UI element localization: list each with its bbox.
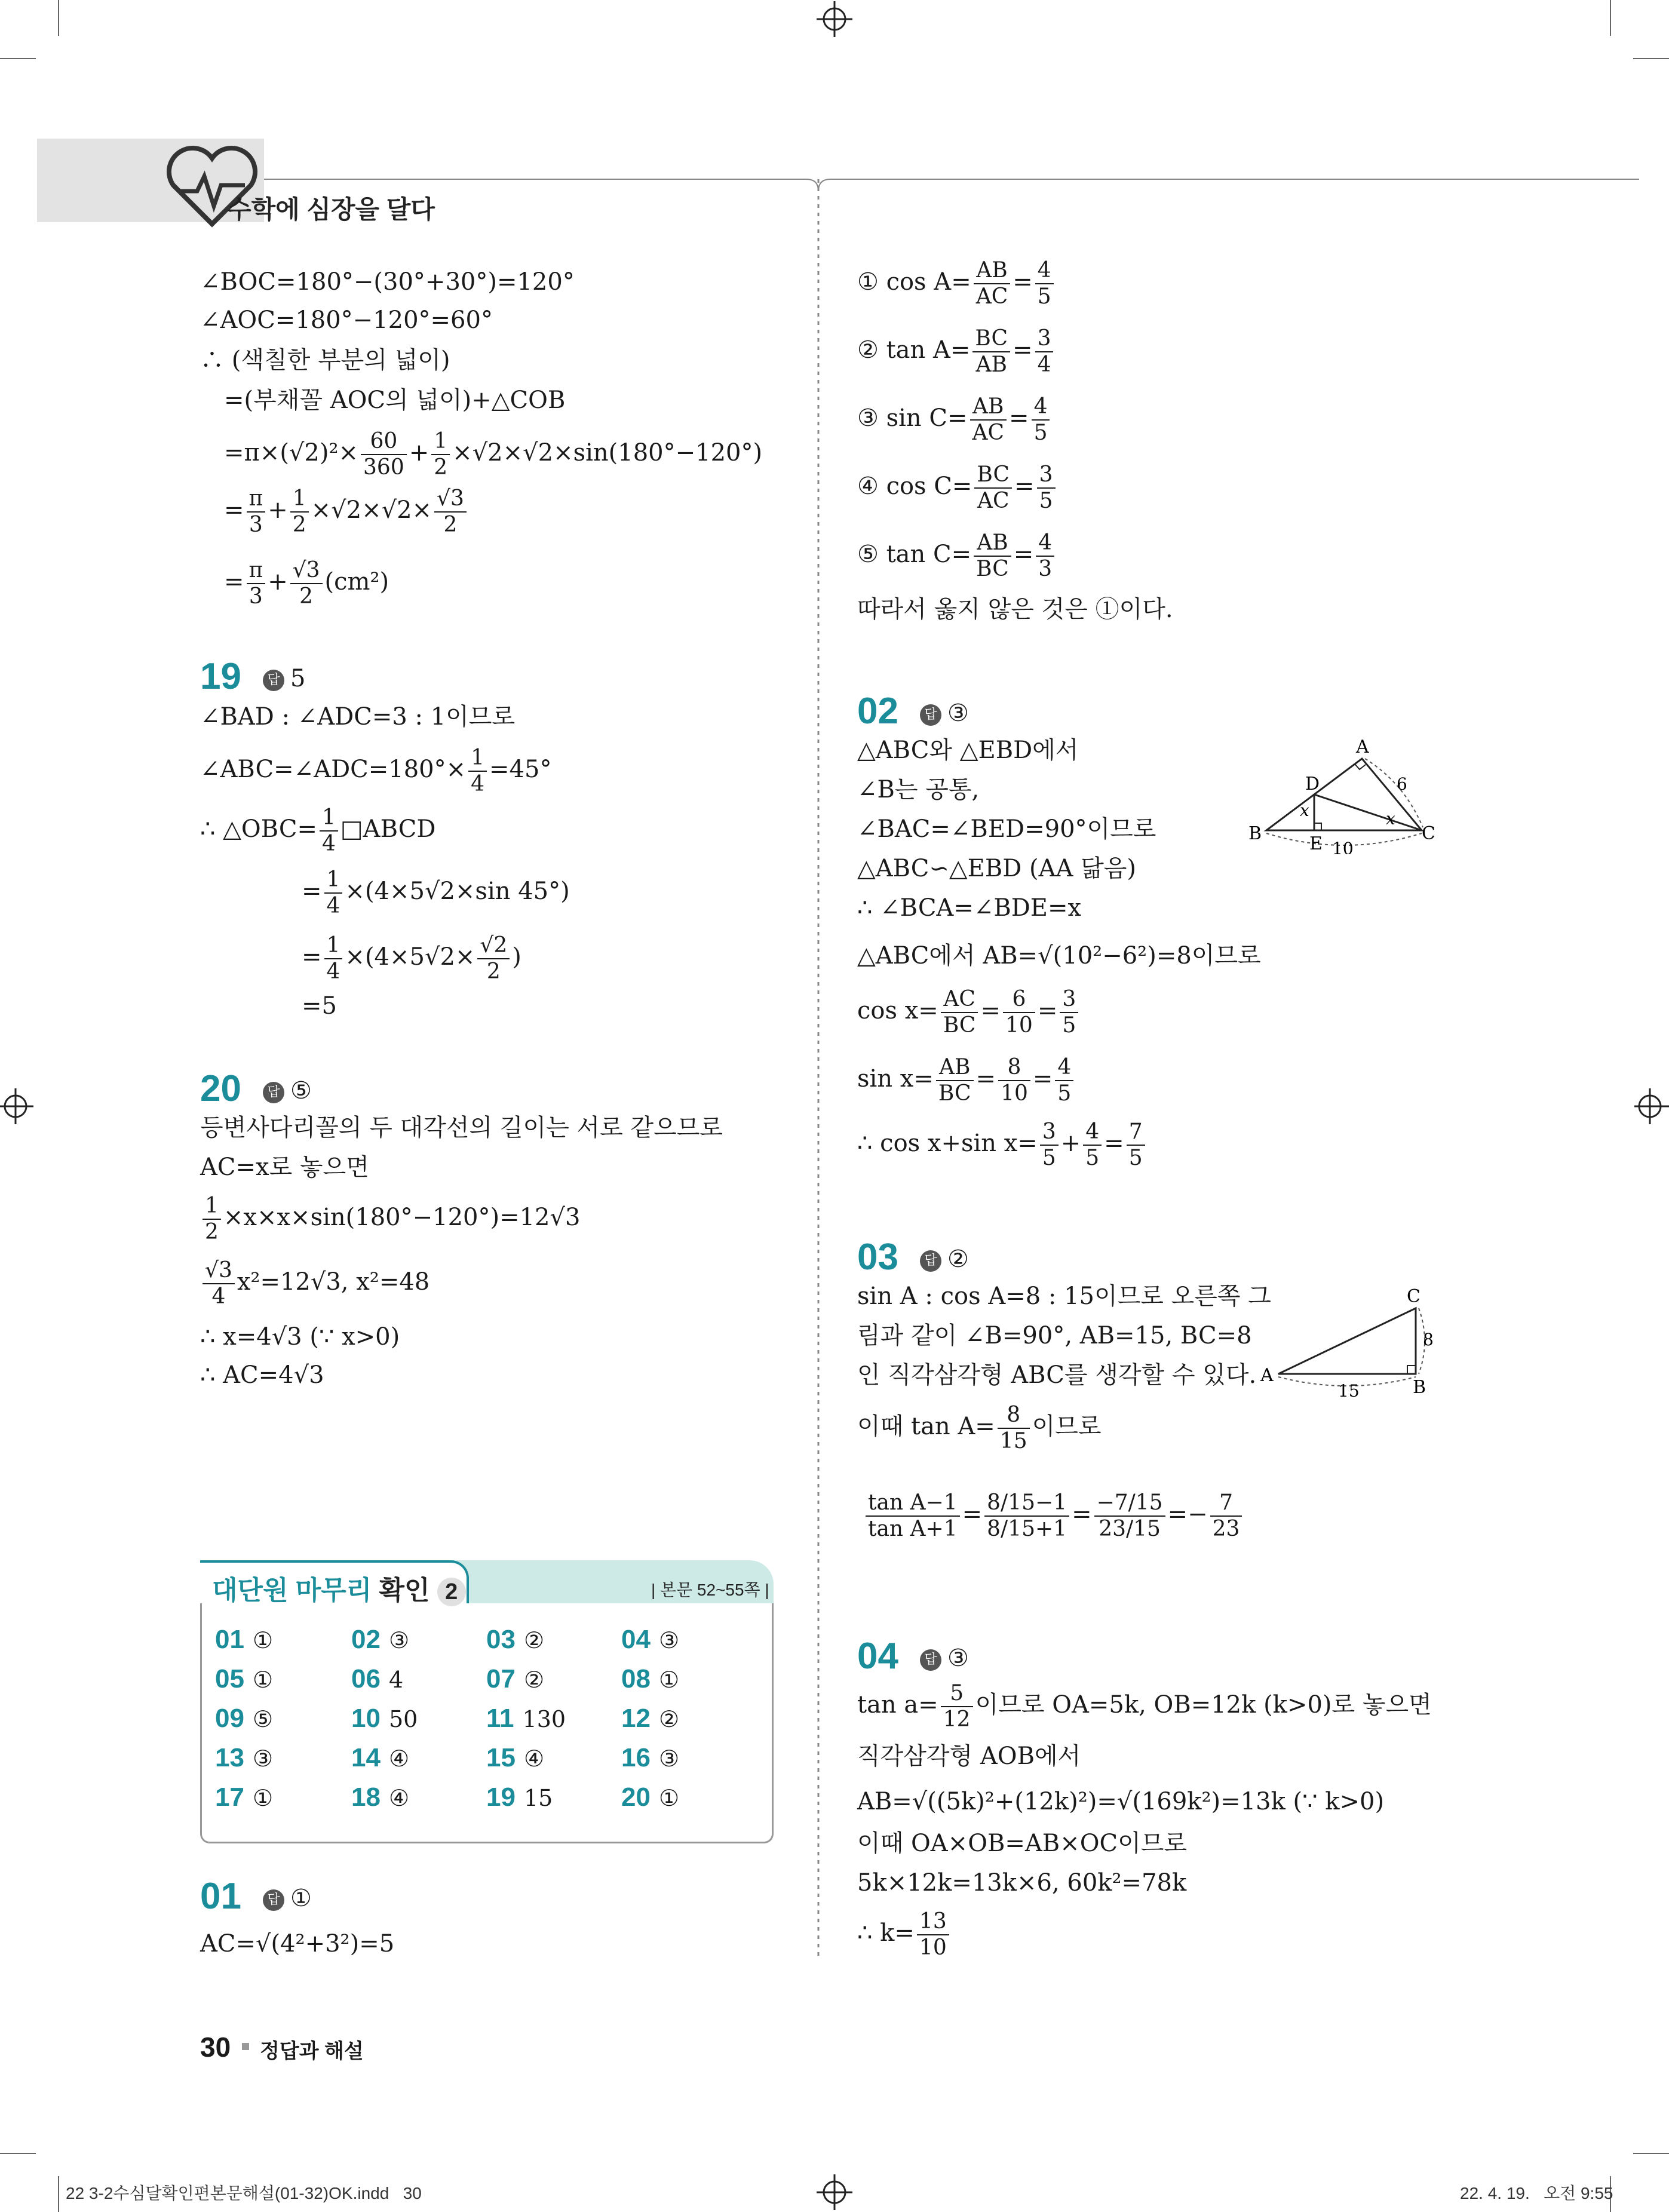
formula-line: ⑤ tan C= $\frac{AB}{BC}$ = $\frac{4}{3}$ (857, 529, 1057, 582)
review-answer-cell (486, 1664, 544, 1694)
review-answer-cell (486, 1743, 544, 1773)
review-answer-cell (486, 1625, 544, 1655)
formula-line: $\frac{1}{2}$ ×x×x×sin(180°−120°)=12√3 (200, 1192, 580, 1245)
text-line: ∠BAC=∠BED=90°이므로 (857, 815, 1156, 843)
formula-line: ④ cos C= $\frac{BC}{AC}$ = $\frac{3}{5}$ (857, 461, 1058, 514)
label-C: C (1407, 1286, 1421, 1307)
review-answer-cell (486, 1704, 566, 1734)
formula-line: ∴ cos x+sin x= $\frac{3}{5}$ + $\frac{4}{5}$ = $\frac{7}{5}$ (857, 1118, 1148, 1171)
answer: 답 ② (920, 1244, 969, 1275)
answer: 답 ⑤ (263, 1075, 312, 1106)
footer-filename: 22 3-2수심달확인편본문해설(01-32)OK.indd 30 (66, 2184, 422, 2202)
label-8: 8 (1423, 1330, 1434, 1349)
answer: 답 ① (263, 1883, 312, 1914)
text-line: ∴ ∠BCA=∠BDE=x (857, 894, 1082, 922)
review-answer: ① (252, 1627, 274, 1653)
footer-date: 22. 4. 19. 오전 9:55 (1460, 2184, 1613, 2202)
text-line: 림과 같이 ∠B=90°, AB=15, BC=8 (857, 1322, 1252, 1349)
review-page-ref: | 본문 52~55쪽 | (651, 1581, 769, 1599)
review-title: 대단원 마무리 확인 2 (212, 1569, 466, 1607)
review-answer-cell (215, 1664, 273, 1694)
text-line: =5 (302, 992, 337, 1020)
registration-mark-top (817, 1, 852, 37)
review-answer: 50 (388, 1706, 418, 1732)
review-answer-cell (351, 1625, 409, 1655)
review-question-number: 08 (621, 1664, 651, 1693)
label-D: D (1305, 774, 1320, 794)
text-line: AB=√((5k)²+(12k)²)=√(169k²)=13k (∵ k>0) (857, 1788, 1385, 1815)
review-answer: ③ (658, 1745, 680, 1772)
review-question-number: 04 (621, 1625, 651, 1654)
question-number: 20 (200, 1068, 241, 1109)
review-answer-cell (621, 1625, 679, 1655)
review-answer-cell (351, 1704, 418, 1734)
review-answer: ② (658, 1706, 680, 1732)
answer: 답 ③ (920, 698, 969, 729)
text-line: ∴ AC=4√3 (200, 1361, 324, 1389)
question-number: 01 (200, 1876, 241, 1917)
text-line: ∠B는 공통, (857, 776, 980, 803)
question-number: 04 (857, 1636, 898, 1677)
triangle-figure-02 (1242, 735, 1440, 854)
formula-line: $\frac{√3}{4}$ x²=12√3, x²=48 (200, 1257, 429, 1309)
registration-mark-left (0, 1088, 33, 1124)
formula-line: ∠ABC=∠ADC=180°× $\frac{1}{4}$ =45° (200, 745, 552, 796)
header-logo-text: 수학에 심장을 달다 (227, 195, 435, 223)
review-answer-cell (621, 1664, 679, 1694)
review-question-number: 11 (486, 1704, 514, 1733)
text-line: 따라서 옳지 않은 것은 ①이다. (857, 596, 1173, 623)
formula-line: 이때 tan A= $\frac{8}{15}$ 이므로 (857, 1403, 1102, 1453)
text-line: sin A : cos A=8 : 15이므로 오른쪽 그 (857, 1283, 1271, 1310)
label-A: A (1260, 1365, 1274, 1386)
text-line: 인 직각삼각형 ABC를 생각할 수 있다. (857, 1361, 1257, 1389)
review-question-number: 19 (486, 1783, 516, 1812)
review-question-number: 02 (351, 1625, 381, 1654)
review-question-number: 13 (215, 1743, 244, 1772)
review-answer: ① (252, 1667, 274, 1693)
review-answer: ② (523, 1667, 545, 1693)
text-line: AC=√(4²+3²)=5 (200, 1930, 395, 1958)
review-question-number: 05 (215, 1664, 244, 1693)
review-question-number: 07 (486, 1664, 516, 1693)
text-line: △ABC에서 AB=√(10²−6²)=8이므로 (857, 942, 1261, 970)
text-line: ∠AOC=180°−120°=60° (200, 306, 493, 334)
formula-line: =π×(√2)²× $\frac{60}{360}$ + $\frac{1}{2}$ ×√2×√2×sin(180°−120°) (224, 429, 763, 480)
formula-line: tan a= $\frac{5}{12}$ 이므로 OA=5k, OB=12k (k>0)로 놓으면 (857, 1681, 1432, 1732)
text-line: ∴ (색칠한 부분의 넓이) (200, 346, 450, 374)
review-question-number: 06 (351, 1664, 381, 1693)
review-answer: ② (523, 1627, 545, 1653)
review-answer-cell (621, 1704, 679, 1734)
text-line: ∴ x=4√3 (∵ x>0) (200, 1323, 400, 1351)
question-number: 19 (200, 656, 241, 697)
text-line: 5k×12k=13k×6, 60k²=78k (857, 1869, 1187, 1897)
footer-bullet (242, 2043, 249, 2050)
review-question-number: 18 (351, 1783, 381, 1812)
formula-line: = $\frac{1}{4}$ ×(4×5√2×sin 45°) (302, 867, 570, 918)
review-answer: ③ (658, 1627, 680, 1653)
review-answer: ④ (523, 1745, 545, 1772)
review-question-number: 01 (215, 1625, 244, 1654)
review-answer-cell (486, 1783, 553, 1812)
formula-line: $\frac{\text{tan A−1}}{\text{tan A+1}}$ = $\frac{8/15-1}{8/15+1}$ = $\frac{-7/15}{23/15}$ =− $\frac{7}{23}$ (863, 1469, 1244, 1559)
review-answer: 130 (522, 1706, 566, 1732)
formula-line: ③ sin C= $\frac{AB}{AC}$ = $\frac{4}{5}$ (857, 393, 1052, 446)
formula-line: = $\frac{\pi}{3}$ + $\frac{√3}{2}$ (cm²) (224, 558, 389, 609)
review-answer: ④ (388, 1745, 410, 1772)
label-x2: x (1386, 809, 1395, 829)
review-question-number: 10 (351, 1704, 381, 1733)
review-question-number: 17 (215, 1783, 244, 1812)
review-question-number: 03 (486, 1625, 516, 1654)
label-10: 10 (1332, 839, 1354, 854)
review-question-number: 16 (621, 1743, 651, 1772)
text-line: =(부채꼴 AOC의 넓이)+△COB (224, 386, 566, 414)
formula-line: cos x= $\frac{AC}{BC}$ = $\frac{6}{10}$ = $\frac{3}{5}$ (857, 986, 1081, 1038)
formula-line: ∴ k= $\frac{13}{10}$ (857, 1908, 952, 1961)
review-answer: ④ (388, 1785, 410, 1811)
formula-line: = $\frac{1}{4}$ ×(4×5√2× $\frac{√2}{2}$ ) (302, 933, 521, 984)
formula-line: = $\frac{\pi}{3}$ + $\frac{1}{2}$ ×√2×√2× $\frac{√3}{2}$ (224, 485, 469, 538)
label-B: B (1248, 823, 1262, 844)
review-answer: 15 (523, 1785, 553, 1811)
answer: 답 ③ (920, 1643, 969, 1674)
formula-line: ① cos A= $\frac{AB}{AC}$ = $\frac{4}{5}$ (857, 257, 1056, 309)
review-answer-cell (351, 1743, 409, 1773)
text-line: △ABC와 △EBD에서 (857, 737, 1079, 764)
triangle-figure-03 (1254, 1278, 1446, 1404)
formula-line: ② tan A= $\frac{BC}{AB}$ = $\frac{3}{4}$ (857, 325, 1056, 378)
text-line: 등변사다리꼴의 두 대각선의 길이는 서로 같으므로 (200, 1114, 723, 1142)
review-answer: ① (658, 1667, 680, 1693)
review-answer: ③ (252, 1745, 274, 1772)
review-question-number: 14 (351, 1743, 381, 1772)
question-number: 03 (857, 1237, 898, 1278)
review-question-number: 20 (621, 1783, 651, 1812)
label-15: 15 (1338, 1381, 1360, 1401)
review-answer-cell (621, 1743, 679, 1773)
page-number: 30 (200, 2032, 231, 2063)
review-answer: 4 (388, 1667, 404, 1693)
answer: 답 5 (263, 663, 305, 694)
review-answer-cell (215, 1783, 273, 1812)
review-answer-cell (351, 1664, 403, 1694)
footer-title: 정답과 해설 (260, 2040, 364, 2063)
review-answer-cell (215, 1743, 273, 1773)
text-line: ∠BAD : ∠ADC=3 : 1이므로 (200, 703, 516, 731)
registration-mark-right (1634, 1088, 1669, 1124)
label-E: E (1309, 833, 1323, 854)
text-line: AC=x로 놓으면 (200, 1153, 369, 1181)
text-line: ∠BOC=180°−(30°+30°)=120° (200, 268, 575, 296)
formula-line: ∴ △OBC= $\frac{1}{4}$ □ABCD (200, 805, 436, 856)
text-line: 이때 OA×OB=AB×OC이므로 (857, 1830, 1188, 1857)
label-A: A (1356, 737, 1369, 757)
review-answer-cell (215, 1704, 273, 1734)
review-answer-cell (215, 1625, 273, 1655)
label-C: C (1422, 823, 1435, 844)
question-number: 02 (857, 691, 898, 732)
text-line: △ABC∽△EBD (AA 닮음) (857, 855, 1137, 882)
review-answer: ⑤ (252, 1706, 274, 1732)
review-answer: ① (252, 1785, 274, 1811)
review-answer-cell (351, 1783, 409, 1812)
label-B: B (1413, 1377, 1426, 1398)
review-answer-cell (621, 1783, 679, 1812)
review-question-number: 12 (621, 1704, 651, 1733)
label-x1: x (1300, 800, 1309, 820)
review-question-number: 15 (486, 1743, 516, 1772)
review-answer: ① (658, 1785, 680, 1811)
registration-mark-bottom (817, 2174, 852, 2210)
label-6: 6 (1397, 774, 1407, 794)
review-question-number: 09 (215, 1704, 244, 1733)
review-answer: ③ (388, 1627, 410, 1653)
text-line: 직각삼각형 AOB에서 (857, 1742, 1081, 1770)
formula-line: sin x= $\frac{AB}{BC}$ = $\frac{8}{10}$ = $\frac{4}{5}$ (857, 1054, 1076, 1106)
